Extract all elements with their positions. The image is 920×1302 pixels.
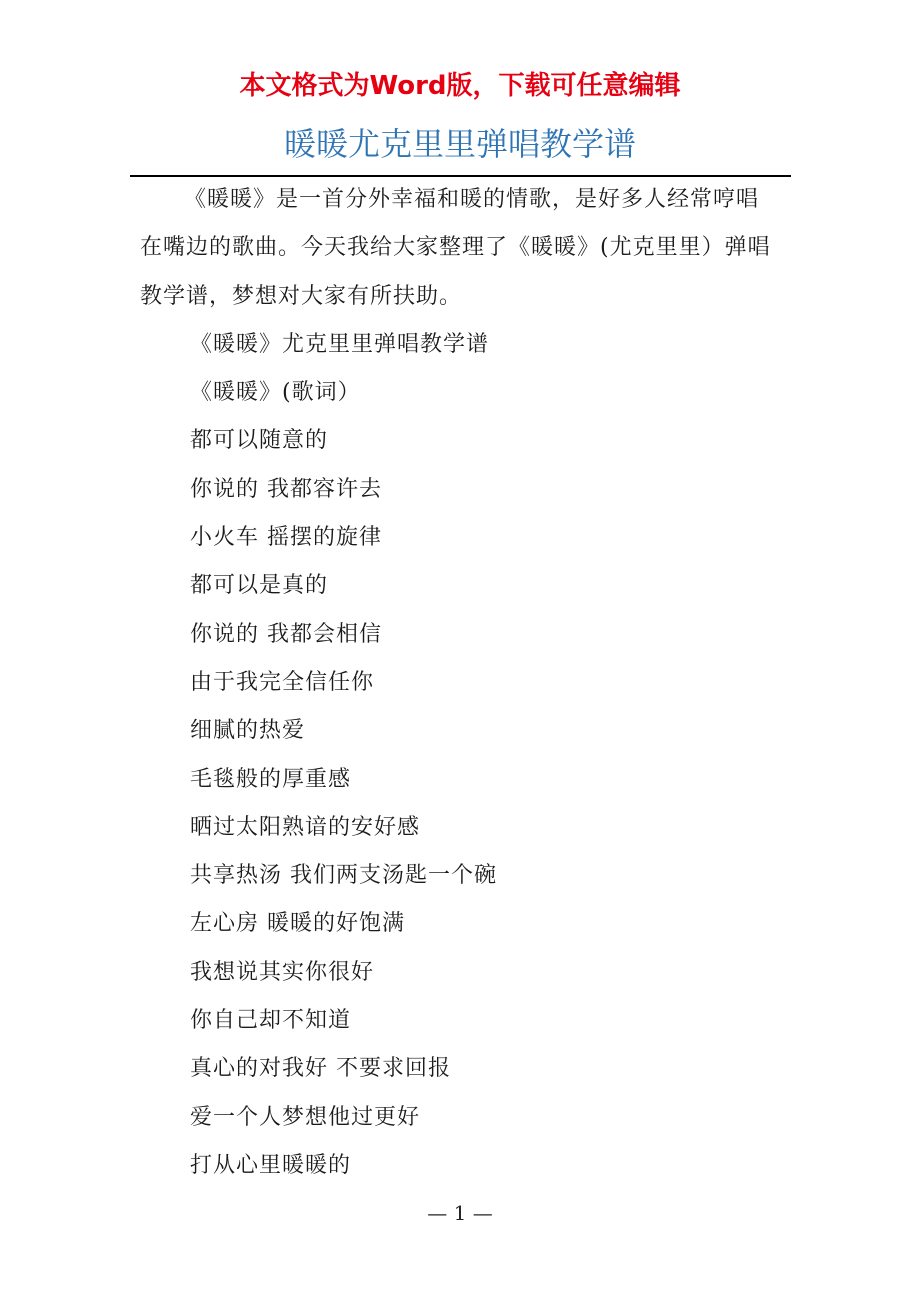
lyric-line: 都可以是真的 <box>190 573 329 599</box>
lyric-line: 晒过太阳熟谙的安好感 <box>190 814 421 840</box>
lyric-line: 细腻的热爱 <box>190 718 306 744</box>
lyric-line: 爱一个人梦想他过更好 <box>190 1104 421 1130</box>
intro-paragraph: 《暖暖》是一首分外幸福和暖的情歌，是好多人经常哼唱在嘴边的歌曲。今天我给大家整理了《暖暖》(尤克里里）弹唱教学谱，梦想对大家有所扶助。 <box>140 187 771 309</box>
document-title: 暖暖尤克里里弹唱教学谱 <box>283 125 636 163</box>
lyric-line: 小火车 摇摆的旋律 <box>190 525 382 551</box>
lyric-line: 毛毯般的厚重感 <box>190 766 352 792</box>
lyric-line: 你说的 我都容许去 <box>190 476 382 502</box>
lyric-line: 左心房 暖暖的好饱满 <box>190 911 405 937</box>
lyric-line: 真心的对我好 不要求回报 <box>190 1056 451 1082</box>
page-number: — 1 — <box>427 1201 493 1225</box>
lyric-line: 我想说其实你很好 <box>190 959 375 985</box>
lyric-line: 由于我完全信任你 <box>190 669 375 695</box>
lyric-line: 打从心里暖暖的 <box>190 1152 352 1178</box>
lyric-line: 你说的 我都会相信 <box>190 621 382 647</box>
lyric-line: 你自己却不知道 <box>190 1008 352 1034</box>
lyrics-heading: 《暖暖》(歌词） <box>190 380 361 406</box>
section-heading: 《暖暖》尤克里里弹唱教学谱 <box>190 331 490 357</box>
lyric-line: 共享热汤 我们两支汤匙一个碗 <box>190 863 497 889</box>
lyric-line: 都可以随意的 <box>190 428 329 454</box>
download-banner: 本文格式为Word版，下载可任意编辑 <box>239 71 681 101</box>
document-body <box>140 176 772 1190</box>
